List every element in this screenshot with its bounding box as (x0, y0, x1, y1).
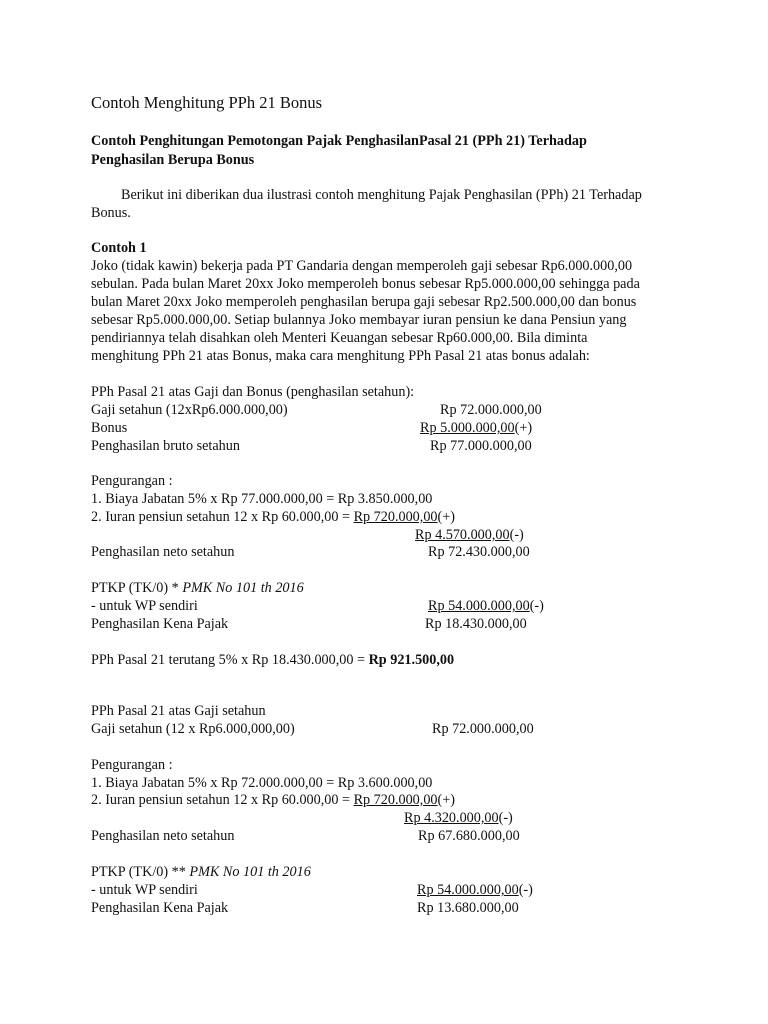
calc1-bonus-value: Rp 5.000.000,00 (420, 420, 515, 436)
calc1-ptkp-row (91, 579, 304, 597)
calc1-gaji-value: Rp 72.000.000,00 (440, 402, 542, 418)
calc2-iuran-label: 2. Iuran pensiun setahun 12 x Rp 60.000,00 = (91, 792, 351, 808)
calc2-total-pengurangan: Rp 4.320.000,00 (404, 810, 499, 826)
calc2-ptkp-ref: PMK No 101 th 2016 (189, 864, 311, 880)
calc2-wp-value: Rp 54.000.000,00 (417, 882, 519, 898)
calc2-total-row (404, 809, 513, 827)
calc1-bruto-label: Penghasilan bruto setahun (91, 438, 240, 454)
calc2-iuran-row (91, 791, 455, 809)
calc2-gaji-value: Rp 72.000.000,00 (432, 721, 534, 737)
calc1-bonus-row (420, 419, 532, 437)
calc2-wp-row (417, 881, 533, 899)
calc1-bruto-value: Rp 77.000.000,00 (430, 438, 532, 454)
calc1-ptkp-ref: PMK No 101 th 2016 (182, 580, 304, 596)
subtitle-line-1: Contoh Penghitungan Pemotongan Pajak PenghasilanPasal 21 (PPh 21) Terhadap (91, 133, 587, 149)
calc2-iuran-value: Rp 720.000,00 (353, 792, 438, 808)
calc1-total-row (415, 526, 524, 544)
calc2-neto-label: Penghasilan neto setahun (91, 828, 235, 844)
minus-sign: (-) (529, 598, 544, 614)
calc1-terutang-row (91, 651, 454, 669)
calc1-total-pengurangan: Rp 4.570.000,00 (415, 527, 510, 543)
example-1-line: sebulan. Pada bulan Maret 20xx Joko memperoleh bonus sebesar Rp5.000.000,00 sehingga pada (91, 276, 640, 292)
page-title: Contoh Menghitung PPh 21 Bonus (91, 93, 323, 112)
calc2-gaji-label: Gaji setahun (12 x Rp6.000,000,00) (91, 721, 295, 737)
calc1-iuran-label: 2. Iuran pensiun setahun 12 x Rp 60.000,00 = (91, 509, 351, 525)
plus-sign: (+) (437, 792, 455, 808)
example-1-line: Joko (tidak kawin) bekerja pada PT Gandaria dengan memperoleh gaji sebesar Rp6.000.000,00 (91, 258, 633, 274)
calc2-header: PPh Pasal 21 atas Gaji setahun (91, 703, 266, 719)
calc1-iuran-value: Rp 720.000,00 (353, 509, 438, 525)
calc1-pkp-value: Rp 18.430.000,00 (425, 616, 527, 632)
example-1-line: pendiriannya telah disahkan oleh Menteri Keuangan sebesar Rp60.000,00. Bila diminta (91, 330, 588, 346)
minus-sign: (-) (518, 882, 533, 898)
subtitle-line-2: Penghasilan Berupa Bonus (91, 152, 255, 168)
example-1-heading: Contoh 1 (91, 240, 147, 256)
calc1-neto-label: Penghasilan neto setahun (91, 544, 235, 560)
example-1-line: bulan Maret 20xx Joko memperoleh penghasilan berupa gaji sebesar Rp2.500.000,00 dan bonus (91, 294, 637, 310)
calc1-neto-value: Rp 72.430.000,00 (428, 544, 530, 560)
calc2-ptkp-row (91, 863, 311, 881)
calc1-wp-value: Rp 54.000.000,00 (428, 598, 530, 614)
calc2-pengurangan: Pengurangan : (91, 757, 173, 773)
calc2-ptkp-label: PTKP (TK/0) ** (91, 864, 186, 880)
plus-sign: (+) (437, 509, 455, 525)
calc1-pengurangan: Pengurangan : (91, 473, 173, 489)
calc2-pkp-label: Penghasilan Kena Pajak (91, 900, 229, 916)
calc1-terutang-value: Rp 921.500,00 (368, 652, 455, 668)
intro-line-1: Berikut ini diberikan dua ilustrasi contoh menghitung Pajak Penghasilan (PPh) 21 Terhadap (121, 187, 642, 203)
calc1-pkp-label: Penghasilan Kena Pajak (91, 616, 229, 632)
calc1-ptkp-label: PTKP (TK/0) * (91, 580, 179, 596)
minus-sign: (-) (498, 810, 513, 826)
calc2-biaya-jabatan: 1. Biaya Jabatan 5% x Rp 72.000.000,00 = Rp 3.600.000,00 (91, 775, 433, 791)
calc2-neto-value: Rp 67.680.000,00 (418, 828, 520, 844)
calc1-bonus-label: Bonus (91, 420, 128, 436)
calc1-wp-row (428, 597, 544, 615)
plus-sign: (+) (514, 420, 533, 436)
calc1-gaji-label: Gaji setahun (12xRp6.000.000,00) (91, 402, 288, 418)
calc1-terutang-text: PPh Pasal 21 terutang 5% x Rp 18.430.000,00 = (91, 652, 366, 668)
calc2-wp-label: - untuk WP sendiri (91, 882, 198, 898)
calc1-header: PPh Pasal 21 atas Gaji dan Bonus (penghasilan setahun): (91, 384, 415, 400)
example-1-line: sebesar Rp5.000.000,00. Setiap bulannya Joko membayar iuran pensiun ke dana Pensiun yang (91, 312, 627, 328)
example-1-line: menghitung PPh 21 atas Bonus, maka cara menghitung PPh Pasal 21 atas bonus adalah: (91, 348, 590, 364)
intro-line-2: Bonus. (91, 205, 131, 221)
minus-sign: (-) (509, 527, 524, 543)
calc1-wp-label: - untuk WP sendiri (91, 598, 198, 614)
calc1-iuran-row (91, 508, 455, 526)
calc2-pkp-value: Rp 13.680.000,00 (417, 900, 519, 916)
calc1-biaya-jabatan: 1. Biaya Jabatan 5% x Rp 77.000.000,00 = Rp 3.850.000,00 (91, 491, 433, 507)
